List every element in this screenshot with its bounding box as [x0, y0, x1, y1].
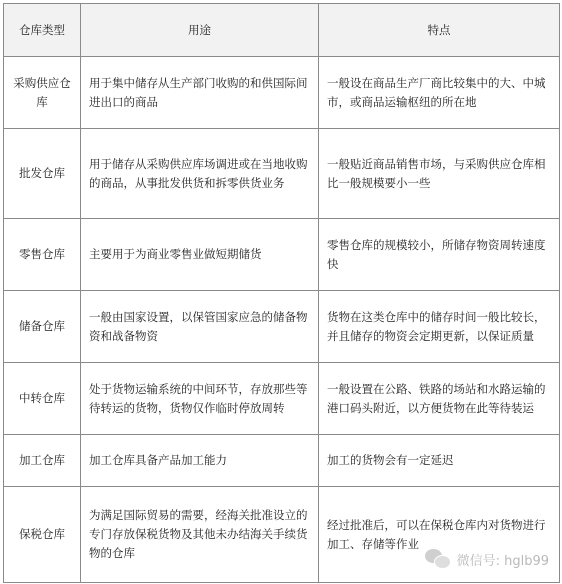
cell-feature: 经过批准后，可以在保税仓库内对货物进行加工、存储等作业	[319, 487, 560, 583]
table-row	[4, 363, 560, 435]
cell-usage: 处于货物运输系统的中间环节，存放那些等待转运的货物，货物仅作临时停放周转	[81, 363, 319, 435]
cell-feature: 一般贴近商品销售市场，与采购供应仓库相比一般规模要小一些	[319, 129, 560, 219]
header-type: 仓库类型	[4, 4, 81, 57]
cell-usage: 一般由国家设置，以保管国家应急的储备物资和战备物资	[81, 291, 319, 363]
table-row	[4, 487, 560, 583]
warehouse-types-document	[3, 3, 559, 581]
cell-feature: 加工的货物会有一定延迟	[319, 435, 560, 487]
header-usage: 用途	[81, 4, 319, 57]
cell-feature: 货物在这类仓库中的储存时间一般比较长，并且储存的物资会定期更新，以保证质量	[319, 291, 560, 363]
table-header-row	[4, 4, 560, 57]
watermark-text: 微信号: hglb99	[456, 553, 549, 569]
cell-type: 加工仓库	[4, 435, 81, 487]
table-row	[4, 129, 560, 219]
cell-feature: 一般设在商品生产厂商比较集中的大、中城市，或商品运输枢纽的所在地	[319, 57, 560, 129]
cell-feature: 一般设置在公路、铁路的场站和水路运输的港口码头附近，以方便货物在此等待装运	[319, 363, 560, 435]
cell-type: 零售仓库	[4, 219, 81, 291]
cell-usage: 主要用于为商业零售业做短期储货	[81, 219, 319, 291]
cell-type: 批发仓库	[4, 129, 81, 219]
cell-feature: 零售仓库的规模较小，所储存物资周转速度快	[319, 219, 560, 291]
table-row	[4, 291, 560, 363]
cell-usage: 用于集中储存从生产部门收购的和供国际间进出口的商品	[81, 57, 319, 129]
cell-type: 储备仓库	[4, 291, 81, 363]
cell-usage: 为满足国际贸易的需要，经海关批准设立的专门存放保税货物及其他未办结海关手续货物的仓库	[81, 487, 319, 583]
warehouse-types-table	[3, 3, 560, 583]
table-row	[4, 219, 560, 291]
cell-type: 中转仓库	[4, 363, 81, 435]
header-feature: 特点	[319, 4, 560, 57]
table-row	[4, 57, 560, 129]
cell-usage: 用于储存从采购供应库场调进或在当地收购的商品，从事批发供货和拆零供货业务	[81, 129, 319, 219]
cell-type: 采购供应仓库	[4, 57, 81, 129]
cell-usage: 加工仓库具备产品加工能力	[81, 435, 319, 487]
cell-type: 保税仓库	[4, 487, 81, 583]
table-row	[4, 435, 560, 487]
